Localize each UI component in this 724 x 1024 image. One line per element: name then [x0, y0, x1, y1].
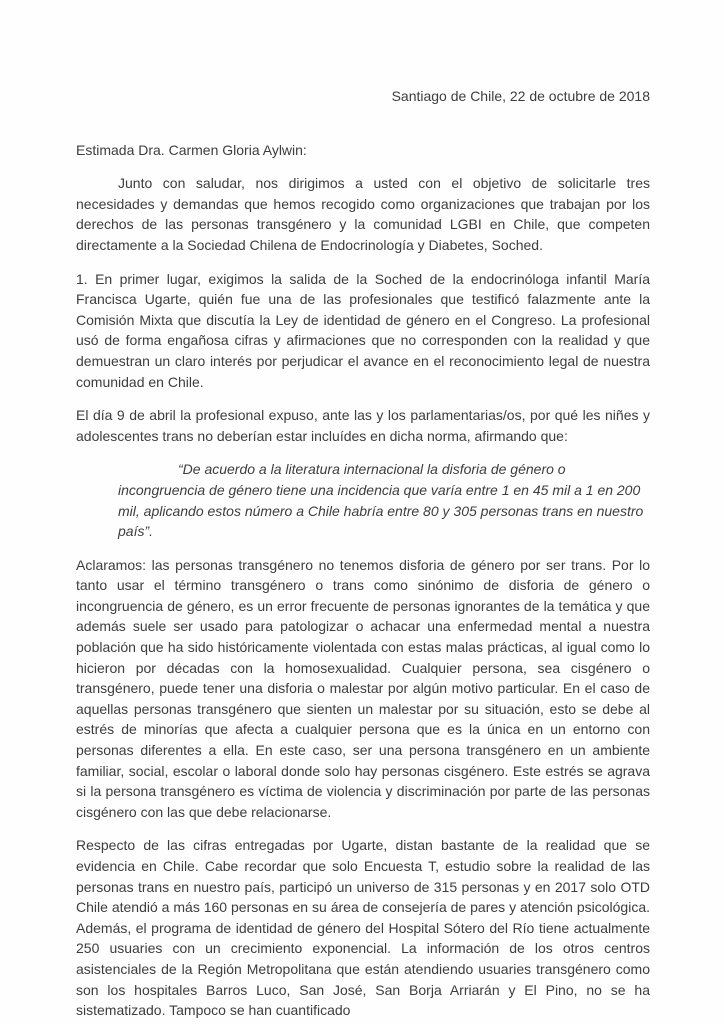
paragraph-exposition: El día 9 de abril la profesional expuso, ante las y los parlamentarias/os, por qué les niñes y adolescentes trans no deberían estar incluídes en dicha norma, afirmando que:: [76, 407, 650, 444]
date-line: Santiago de Chile, 22 de octubre de 2018: [391, 88, 650, 104]
paragraph-clarification: Aclaramos: las personas transgénero no tenemos disforia de género por ser trans. Por lo tanto usar el término transgénero o trans como sinónimo de disforia de género o incongruencia de género, es un error frecuente de personas ignorantes de la temática y que además suele ser usado para patologizar o achacar una enfermedad mental a nuestra población que ha sido históricamente violentada con estas malas prácticas, al igual como lo hicieron por décadas con la homosexualidad. Cualquier persona, sea cisgénero o transgénero, puede tener una disforia o malestar por algún motivo particular. En el caso de aquellas personas transgénero que sienten un malestar por su situación, esto se debe al estrés de minorías que afecta a cualquier persona que es la única en un entorno con personas diferentes a ella. En este caso, ser una persona transgénero en un ambiente familiar, social, escolar o laboral donde solo hay personas cisgénero. Este estrés se agrava si la persona transgénero es víctima de violencia y discriminación por parte de las personas cisgénero con las que debe relacionarse.: [76, 556, 650, 820]
salutation: Estimada Dra. Carmen Gloria Aylwin:: [76, 141, 307, 158]
block-quote: “De acuerdo a la literatura internacional la disforia de género o incongruencia de género tiene una incidencia que varía entre 1 en 45 mil a 1 en 200 mil, aplicando estos número a Chile habría entre 80 y 305 personas trans en nuestro país”.: [118, 461, 644, 540]
paragraph-statistics: Respecto de las cifras entregadas por Ugarte, distan bastante de la realidad que se evidencia en Chile. Cabe recordar que solo Encuesta T, estudio sobre la realidad de las personas trans en nuestro país, participó un universo de 315 personas y en 2017 solo OTD Chile atendió a más 160 personas en su área de consejería de pares y atención psicológica. Además, el programa de identidad de género del Hospital Sótero del Río tiene actualmente 250 usuaries con un crecimiento exponencial. La información de los otros centros asistenciales de la Región Metropolitana que están atendiendo usuaries transgénero como son los hospitales Barros Luco, San José, San Borja Arriarán y El Pino, no se ha sistematizado. Tampoco se han cuantificado: [76, 837, 650, 1019]
paragraph-intro: Junto con saludar, nos dirigimos a usted con el objetivo de solicitarle tres necesidades y demandas que hemos recogido como organizaciones que trabajan por los derechos de las personas transgénero y la comunidad LGBI en Chile, que competen directamente a la Sociedad Chilena de Endocrinología y Diabetes, Soched.: [76, 175, 650, 253]
paragraph-demand-one: 1. En primer lugar, exigimos la salida de la Soched de la endocrinóloga infantil María Francisca Ugarte, quién fue una de las profesionales que testificó falazmente ante la Comisión Mixta que discutía la Ley de identidad de género en el Congreso. La profesional usó de forma engañosa cifras y afirmaciones que no corresponden con la realidad y que demuestran un claro interés por perjudicar el avance en el reconocimiento legal de nuestra comunidad en Chile.: [76, 270, 650, 390]
